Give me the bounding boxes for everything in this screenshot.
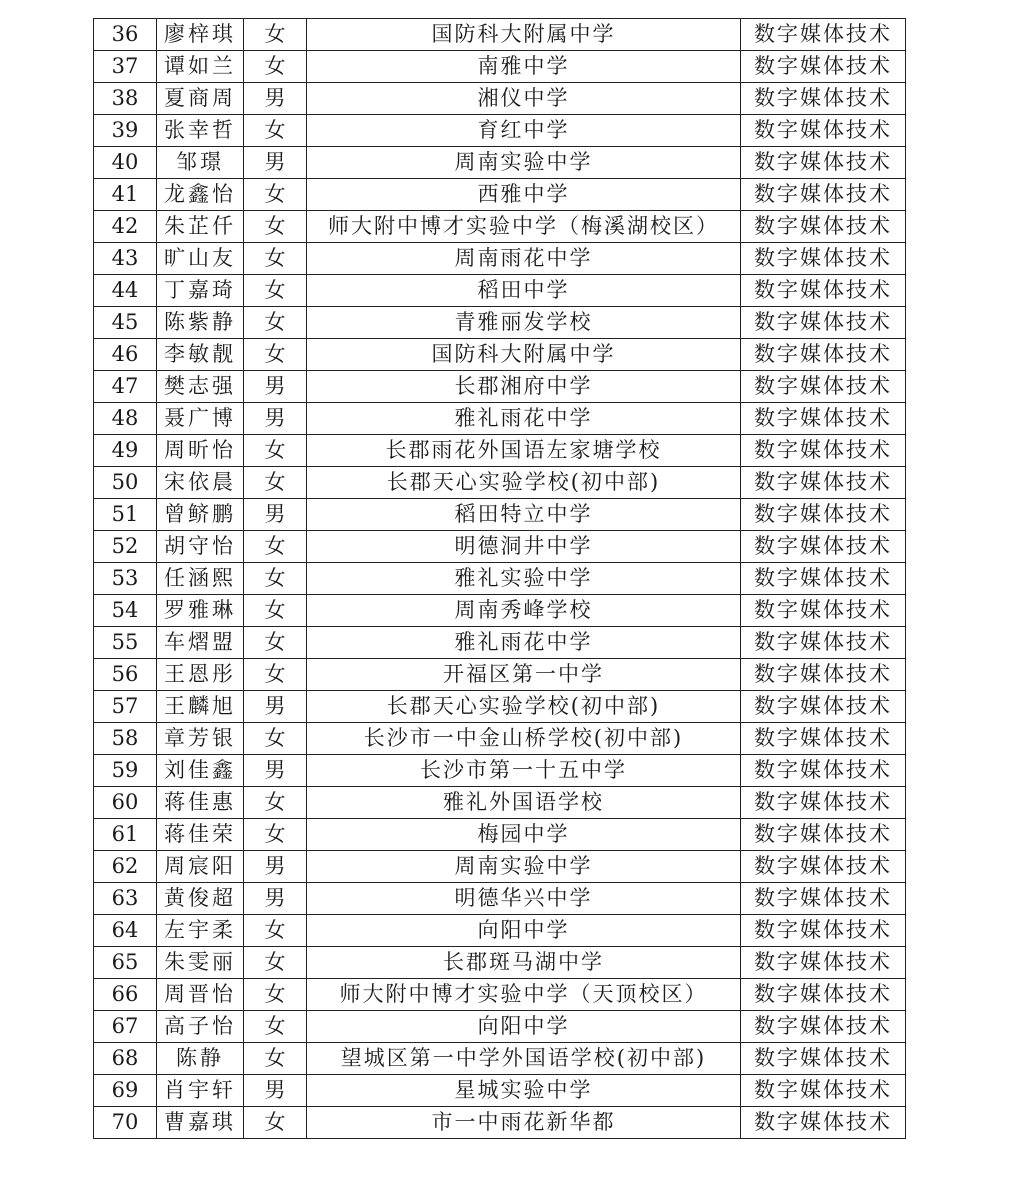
major-name: 数字媒体技术 [741, 595, 906, 627]
school-name: 国防科大附属中学 [307, 19, 741, 51]
school-name: 向阳中学 [307, 1011, 741, 1043]
table-row [94, 211, 906, 243]
major-name: 数字媒体技术 [741, 211, 906, 243]
school-name: 长郡雨花外国语左家塘学校 [307, 435, 741, 467]
student-name: 王麟旭 [157, 691, 244, 723]
major-name: 数字媒体技术 [741, 755, 906, 787]
row-number: 67 [94, 1011, 157, 1043]
row-number: 55 [94, 627, 157, 659]
student-name: 张幸哲 [157, 115, 244, 147]
table-row [94, 883, 906, 915]
major-name: 数字媒体技术 [741, 243, 906, 275]
table-row [94, 1107, 906, 1139]
major-name: 数字媒体技术 [741, 179, 906, 211]
row-number: 60 [94, 787, 157, 819]
student-gender: 女 [244, 1043, 307, 1075]
major-name: 数字媒体技术 [741, 307, 906, 339]
school-name: 长郡湘府中学 [307, 371, 741, 403]
student-name: 宋依晨 [157, 467, 244, 499]
student-name: 罗雅琳 [157, 595, 244, 627]
school-name: 向阳中学 [307, 915, 741, 947]
row-number: 65 [94, 947, 157, 979]
student-gender: 女 [244, 467, 307, 499]
student-gender: 女 [244, 211, 307, 243]
school-name: 长沙市第一十五中学 [307, 755, 741, 787]
table-row [94, 115, 906, 147]
student-gender: 男 [244, 755, 307, 787]
table-row [94, 659, 906, 691]
major-name: 数字媒体技术 [741, 531, 906, 563]
row-number: 45 [94, 307, 157, 339]
school-name: 周南雨花中学 [307, 243, 741, 275]
student-name: 胡守怡 [157, 531, 244, 563]
row-number: 43 [94, 243, 157, 275]
student-gender: 女 [244, 947, 307, 979]
student-gender: 女 [244, 659, 307, 691]
row-number: 47 [94, 371, 157, 403]
row-number: 69 [94, 1075, 157, 1107]
table-row [94, 627, 906, 659]
student-gender: 男 [244, 371, 307, 403]
major-name: 数字媒体技术 [741, 275, 906, 307]
major-name: 数字媒体技术 [741, 83, 906, 115]
student-gender: 男 [244, 83, 307, 115]
row-number: 37 [94, 51, 157, 83]
student-name: 廖梓琪 [157, 19, 244, 51]
school-name: 青雅丽发学校 [307, 307, 741, 339]
major-name: 数字媒体技术 [741, 371, 906, 403]
student-name: 邹璟 [157, 147, 244, 179]
major-name: 数字媒体技术 [741, 883, 906, 915]
student-gender: 女 [244, 1107, 307, 1139]
student-gender: 女 [244, 563, 307, 595]
student-name: 曾鲚鹏 [157, 499, 244, 531]
student-name: 左宇柔 [157, 915, 244, 947]
table-row [94, 819, 906, 851]
row-number: 63 [94, 883, 157, 915]
student-name: 刘佳鑫 [157, 755, 244, 787]
school-name: 湘仪中学 [307, 83, 741, 115]
major-name: 数字媒体技术 [741, 147, 906, 179]
table-row [94, 275, 906, 307]
student-gender: 女 [244, 307, 307, 339]
major-name: 数字媒体技术 [741, 787, 906, 819]
student-name: 旷山友 [157, 243, 244, 275]
student-gender: 男 [244, 147, 307, 179]
student-name: 蒋佳荣 [157, 819, 244, 851]
school-name: 长郡天心实验学校(初中部) [307, 467, 741, 499]
table-row [94, 1075, 906, 1107]
major-name: 数字媒体技术 [741, 851, 906, 883]
student-gender: 女 [244, 627, 307, 659]
student-name: 周晋怡 [157, 979, 244, 1011]
major-name: 数字媒体技术 [741, 691, 906, 723]
student-name: 高子怡 [157, 1011, 244, 1043]
table-row [94, 19, 906, 51]
school-name: 望城区第一中学外国语学校(初中部) [307, 1043, 741, 1075]
table-row [94, 339, 906, 371]
major-name: 数字媒体技术 [741, 19, 906, 51]
row-number: 41 [94, 179, 157, 211]
table-row [94, 147, 906, 179]
major-name: 数字媒体技术 [741, 435, 906, 467]
table-row [94, 787, 906, 819]
student-gender: 男 [244, 1075, 307, 1107]
major-name: 数字媒体技术 [741, 659, 906, 691]
table-row [94, 691, 906, 723]
student-gender: 女 [244, 595, 307, 627]
major-name: 数字媒体技术 [741, 467, 906, 499]
major-name: 数字媒体技术 [741, 339, 906, 371]
school-name: 雅礼雨花中学 [307, 403, 741, 435]
row-number: 56 [94, 659, 157, 691]
student-name: 周昕怡 [157, 435, 244, 467]
row-number: 70 [94, 1107, 157, 1139]
major-name: 数字媒体技术 [741, 403, 906, 435]
row-number: 39 [94, 115, 157, 147]
row-number: 44 [94, 275, 157, 307]
school-name: 星城实验中学 [307, 1075, 741, 1107]
student-name: 蒋佳惠 [157, 787, 244, 819]
major-name: 数字媒体技术 [741, 563, 906, 595]
major-name: 数字媒体技术 [741, 51, 906, 83]
student-gender: 男 [244, 691, 307, 723]
student-name: 陈静 [157, 1043, 244, 1075]
row-number: 51 [94, 499, 157, 531]
major-name: 数字媒体技术 [741, 1043, 906, 1075]
student-gender: 女 [244, 1011, 307, 1043]
school-name: 雅礼雨花中学 [307, 627, 741, 659]
school-name: 周南实验中学 [307, 147, 741, 179]
student-gender: 女 [244, 275, 307, 307]
student-gender: 男 [244, 851, 307, 883]
student-name: 曹嘉琪 [157, 1107, 244, 1139]
row-number: 46 [94, 339, 157, 371]
student-gender: 女 [244, 819, 307, 851]
student-gender: 男 [244, 499, 307, 531]
school-name: 长沙市一中金山桥学校(初中部) [307, 723, 741, 755]
student-gender: 女 [244, 531, 307, 563]
school-name: 育红中学 [307, 115, 741, 147]
table-row [94, 563, 906, 595]
table-row [94, 499, 906, 531]
row-number: 62 [94, 851, 157, 883]
school-name: 南雅中学 [307, 51, 741, 83]
school-name: 开福区第一中学 [307, 659, 741, 691]
row-number: 54 [94, 595, 157, 627]
major-name: 数字媒体技术 [741, 1011, 906, 1043]
student-name: 朱雯丽 [157, 947, 244, 979]
student-gender: 女 [244, 19, 307, 51]
table-row [94, 243, 906, 275]
school-name: 雅礼外国语学校 [307, 787, 741, 819]
row-number: 52 [94, 531, 157, 563]
student-gender: 女 [244, 723, 307, 755]
student-name: 谭如兰 [157, 51, 244, 83]
student-gender: 女 [244, 243, 307, 275]
student-name: 丁嘉琦 [157, 275, 244, 307]
school-name: 西雅中学 [307, 179, 741, 211]
student-name: 车熠盟 [157, 627, 244, 659]
major-name: 数字媒体技术 [741, 947, 906, 979]
school-name: 稻田中学 [307, 275, 741, 307]
student-name: 任涵熙 [157, 563, 244, 595]
row-number: 49 [94, 435, 157, 467]
row-number: 61 [94, 819, 157, 851]
student-name: 王恩彤 [157, 659, 244, 691]
table-row [94, 595, 906, 627]
table-row [94, 435, 906, 467]
student-roster-table [93, 18, 906, 1139]
table-row [94, 531, 906, 563]
school-name: 师大附中博才实验中学（梅溪湖校区） [307, 211, 741, 243]
school-name: 雅礼实验中学 [307, 563, 741, 595]
row-number: 50 [94, 467, 157, 499]
student-gender: 女 [244, 51, 307, 83]
row-number: 66 [94, 979, 157, 1011]
school-name: 市一中雨花新华都 [307, 1107, 741, 1139]
table-row [94, 851, 906, 883]
table-row [94, 51, 906, 83]
row-number: 64 [94, 915, 157, 947]
student-gender: 女 [244, 179, 307, 211]
student-name: 龙鑫怡 [157, 179, 244, 211]
student-gender: 女 [244, 979, 307, 1011]
school-name: 明德洞井中学 [307, 531, 741, 563]
major-name: 数字媒体技术 [741, 1075, 906, 1107]
row-number: 40 [94, 147, 157, 179]
row-number: 36 [94, 19, 157, 51]
student-name: 聂广博 [157, 403, 244, 435]
student-gender: 女 [244, 339, 307, 371]
student-name: 李敏靓 [157, 339, 244, 371]
major-name: 数字媒体技术 [741, 723, 906, 755]
table-row [94, 83, 906, 115]
school-name: 周南秀峰学校 [307, 595, 741, 627]
table-row [94, 947, 906, 979]
major-name: 数字媒体技术 [741, 627, 906, 659]
student-name: 朱芷仟 [157, 211, 244, 243]
student-gender: 女 [244, 787, 307, 819]
row-number: 68 [94, 1043, 157, 1075]
roster-body [94, 19, 906, 1139]
table-row [94, 1011, 906, 1043]
school-name: 梅园中学 [307, 819, 741, 851]
row-number: 58 [94, 723, 157, 755]
row-number: 38 [94, 83, 157, 115]
table-row [94, 403, 906, 435]
table-row [94, 371, 906, 403]
major-name: 数字媒体技术 [741, 499, 906, 531]
table-row [94, 467, 906, 499]
student-name: 周宸阳 [157, 851, 244, 883]
student-name: 黄俊超 [157, 883, 244, 915]
table-row [94, 179, 906, 211]
row-number: 59 [94, 755, 157, 787]
major-name: 数字媒体技术 [741, 115, 906, 147]
student-gender: 女 [244, 115, 307, 147]
school-name: 师大附中博才实验中学（天顶校区） [307, 979, 741, 1011]
student-name: 章芳银 [157, 723, 244, 755]
major-name: 数字媒体技术 [741, 979, 906, 1011]
student-name: 夏商周 [157, 83, 244, 115]
table-row [94, 915, 906, 947]
student-gender: 男 [244, 403, 307, 435]
student-gender: 男 [244, 883, 307, 915]
school-name: 长郡斑马湖中学 [307, 947, 741, 979]
major-name: 数字媒体技术 [741, 1107, 906, 1139]
school-name: 明德华兴中学 [307, 883, 741, 915]
student-name: 陈紫静 [157, 307, 244, 339]
table-row [94, 755, 906, 787]
school-name: 周南实验中学 [307, 851, 741, 883]
school-name: 稻田特立中学 [307, 499, 741, 531]
student-name: 樊志强 [157, 371, 244, 403]
student-gender: 女 [244, 915, 307, 947]
school-name: 国防科大附属中学 [307, 339, 741, 371]
row-number: 48 [94, 403, 157, 435]
row-number: 57 [94, 691, 157, 723]
table-row [94, 1043, 906, 1075]
school-name: 长郡天心实验学校(初中部) [307, 691, 741, 723]
student-name: 肖宇轩 [157, 1075, 244, 1107]
row-number: 42 [94, 211, 157, 243]
row-number: 53 [94, 563, 157, 595]
table-row [94, 723, 906, 755]
table-row [94, 307, 906, 339]
student-gender: 女 [244, 435, 307, 467]
table-row [94, 979, 906, 1011]
major-name: 数字媒体技术 [741, 819, 906, 851]
major-name: 数字媒体技术 [741, 915, 906, 947]
